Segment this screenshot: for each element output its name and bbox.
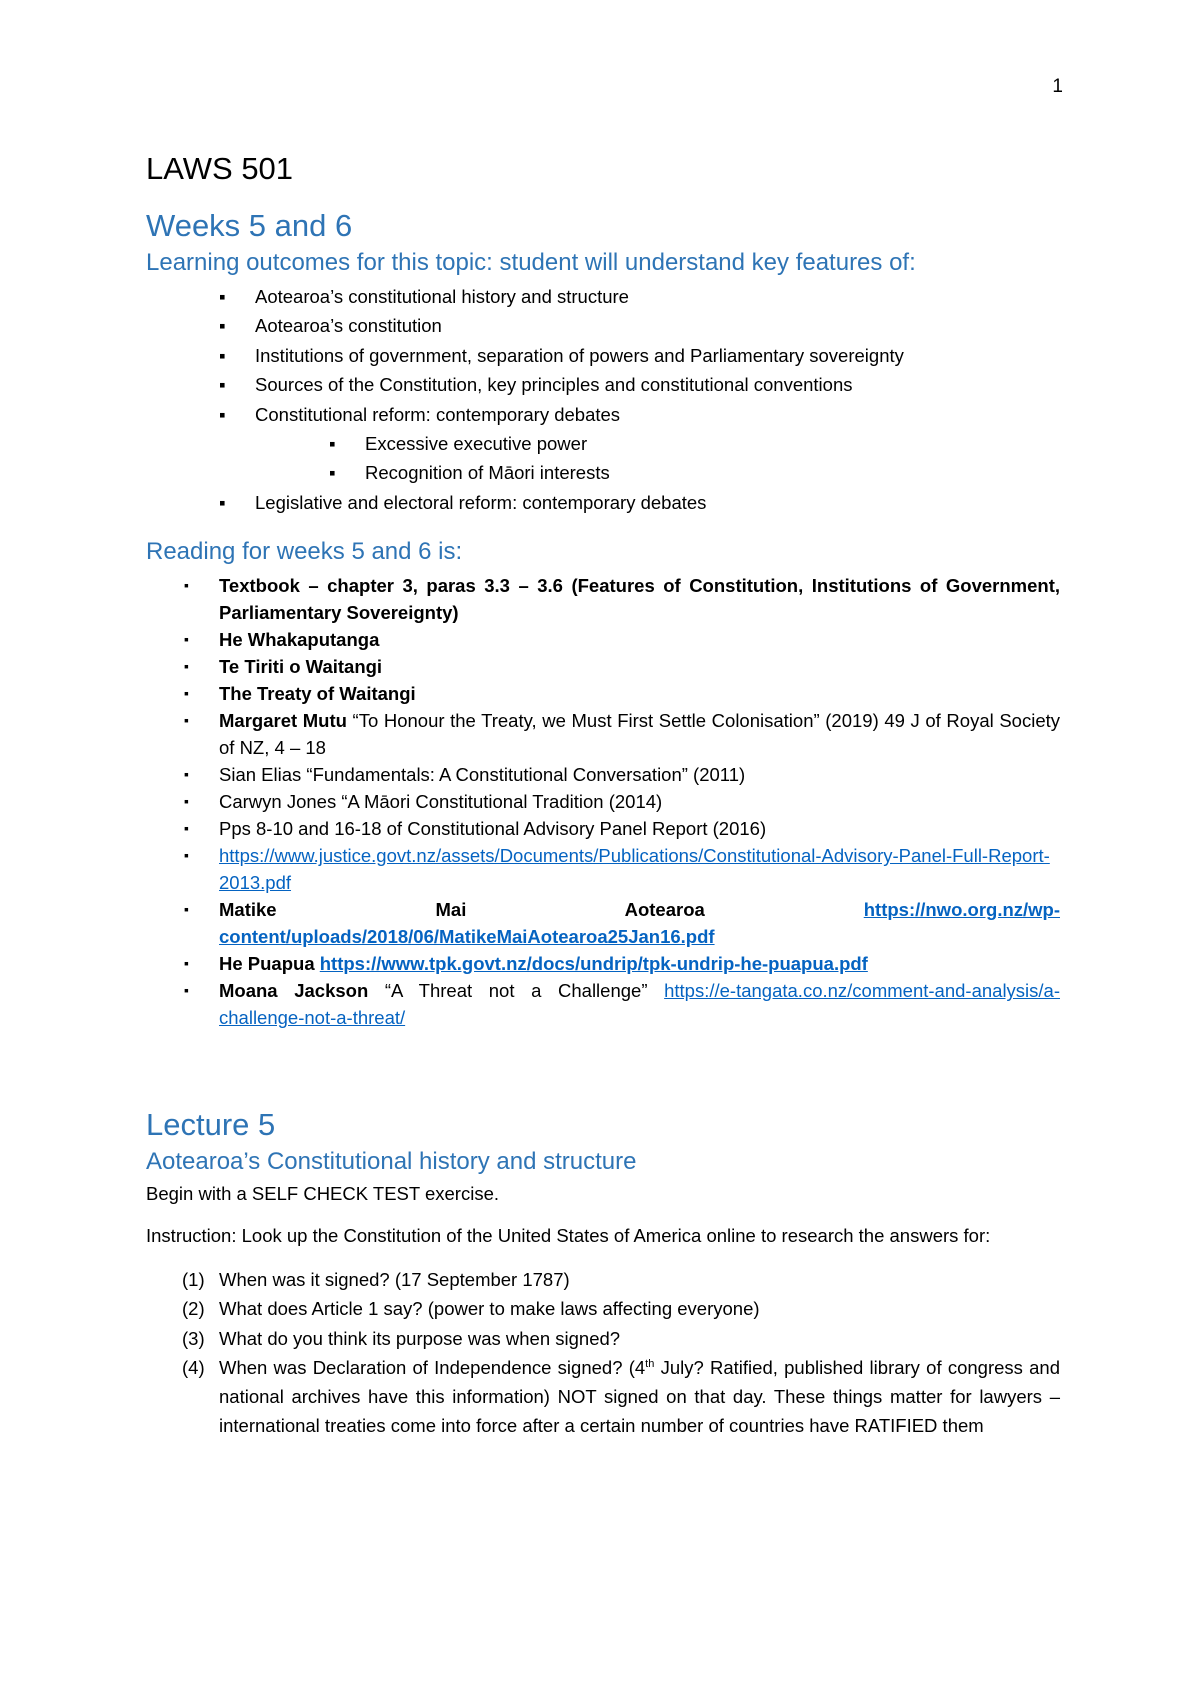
- reading-item-panel-link: [146, 842, 1060, 896]
- reading-item-elias: ▪ Sian Elias “Fundamentals: A Constitutional Conversation” (2011): [146, 761, 1060, 788]
- bullet-icon: ▪: [219, 403, 226, 425]
- document-title: LAWS 501: [146, 151, 294, 186]
- jackson-link[interactable]: https://e-tangata.co.nz/comment-and-analysis/a-challenge-not-a-threat/: [219, 980, 1060, 1029]
- bullet-icon: ▪: [329, 433, 336, 455]
- reading-item-puapua: ▪ He Puapua https://www.tpk.govt.nz/docs/undrip/tpk-undrip-he-puapua.pdf: [146, 950, 1060, 977]
- question-number: (4): [182, 1356, 205, 1378]
- reading-item-mutu: ▪ Margaret Mutu “To Honour the Treaty, we Must First Settle Colonisation” (2019) 49 J of Royal Society of NZ, 4 – 18: [146, 707, 1060, 761]
- question-item: (3) What do you think its purpose was when signed?: [146, 1324, 1060, 1353]
- reading-item-treaty: ▪ The Treaty of Waitangi: [146, 680, 1060, 707]
- intro-paragraph: Begin with a SELF CHECK TEST exercise.: [146, 1183, 500, 1205]
- reading-item-matike: ▪ Matike Mai Aotearoa https://nwo.org.nz/wp-content/uploads/2018/06/MatikeMaiAotearoa25Jan16.pdf: [146, 896, 1060, 950]
- puapua-link[interactable]: https://www.tpk.govt.nz/docs/undrip/tpk-undrip-he-puapua.pdf: [319, 953, 868, 975]
- question-item: (2) What does Article 1 say? (power to make laws affecting everyone): [146, 1294, 1060, 1323]
- bullet-icon: ▪: [184, 847, 189, 864]
- list-item: ▪ Sources of the Constitution, key principles and constitutional conventions: [146, 370, 1060, 399]
- reading-item-jackson: ▪ Moana Jackson “A Threat not a Challenge” https://e-tangata.co.nz/comment-and-analysis/a-challenge-not-a-threat/: [146, 977, 1060, 1031]
- list-item: ▪ Legislative and electoral reform: contemporary debates: [146, 488, 1060, 517]
- list-item: ▪ Aotearoa’s constitutional history and structure: [146, 282, 1060, 311]
- reading-item-panel: ▪ Pps 8-10 and 16-18 of Constitutional Advisory Panel Report (2016): [146, 815, 1060, 842]
- bullet-icon: ▪: [219, 286, 226, 307]
- question-item: (4) When was Declaration of Independence signed? (4th July? Ratified, published library of congress and national archives have this information) NOT signed on that day. These things matter for lawyers – international treaties come into force after a certain number of countries have RATIFIED them: [146, 1353, 1060, 1441]
- bullet-icon: ▪: [184, 901, 189, 918]
- reading-item-jones: ▪ Carwyn Jones “A Māori Constitutional Tradition (2014): [146, 788, 1060, 815]
- lecture-subheading: Aotearoa’s Constitutional history and structure: [146, 1148, 637, 1176]
- reading-list: [146, 572, 1060, 1031]
- list-item: ▪ Institutions of government, separation of powers and Parliamentary sovereignty: [146, 341, 1060, 370]
- page-number: 1: [1052, 76, 1063, 97]
- bullet-icon: ▪: [184, 820, 189, 837]
- reading-item-textbook: ▪ Textbook – chapter 3, paras 3.3 – 3.6 (Features of Constitution, Institutions of Government, Parliamentary Sovereignty): [146, 572, 1060, 626]
- bullet-icon: ▪: [184, 631, 189, 648]
- list-item: ▪ Constitutional reform: contemporary debates: [146, 400, 1060, 429]
- reading-item-whakaputanga: ▪ He Whakaputanga: [146, 626, 1060, 653]
- list-item: ▪ Excessive executive power: [146, 429, 1060, 458]
- list-item: ▪ Aotearoa’s constitution: [146, 311, 1060, 340]
- instruction-paragraph: Instruction: Look up the Constitution of the United States of America online to research the answers for:: [146, 1225, 991, 1247]
- bullet-icon: ▪: [184, 955, 189, 972]
- matike-link[interactable]: https://nwo.org.nz/wp-content/uploads/2018/06/MatikeMaiAotearoa25Jan16.pdf: [219, 899, 1060, 948]
- question-number: (2): [182, 1298, 205, 1320]
- bullet-icon: ▪: [184, 793, 189, 810]
- bullet-icon: ▪: [329, 462, 336, 484]
- bullet-icon: ▪: [184, 982, 189, 999]
- bullet-icon: ▪: [184, 577, 189, 594]
- bullet-icon: ▪: [184, 658, 189, 675]
- question-number: (1): [182, 1269, 205, 1291]
- bullet-icon: ▪: [184, 712, 189, 729]
- bullet-icon: ▪: [219, 315, 226, 337]
- reading-item-tiriti: ▪ Te Tiriti o Waitangi: [146, 653, 1060, 680]
- outcomes-list: [146, 282, 1060, 517]
- bullet-icon: ▪: [184, 685, 189, 702]
- reading-heading: Reading for weeks 5 and 6 is:: [146, 538, 463, 566]
- bullet-icon: ▪: [184, 766, 189, 783]
- bullet-icon: ▪: [219, 374, 226, 396]
- bullet-icon: ▪: [219, 491, 226, 513]
- outcomes-heading: Learning outcomes for this topic: student will understand key features of:: [146, 249, 916, 276]
- list-item: ▪ Recognition of Māori interests: [146, 458, 1060, 487]
- page-content: [146, 150, 1060, 1440]
- bullet-icon: ▪: [219, 344, 226, 366]
- lecture-heading: Lecture 5: [146, 1107, 276, 1143]
- question-number: (3): [182, 1327, 205, 1349]
- question-item: (1) When was it signed? (17 September 1787): [146, 1265, 1060, 1294]
- panel-report-link[interactable]: https://www.justice.govt.nz/assets/Documents/Publications/Constitutional-Advisory-Panel-Full-Report-2013.pdf: [219, 845, 1050, 894]
- questions-list: [146, 1265, 1060, 1440]
- weeks-heading: Weeks 5 and 6: [146, 208, 353, 243]
